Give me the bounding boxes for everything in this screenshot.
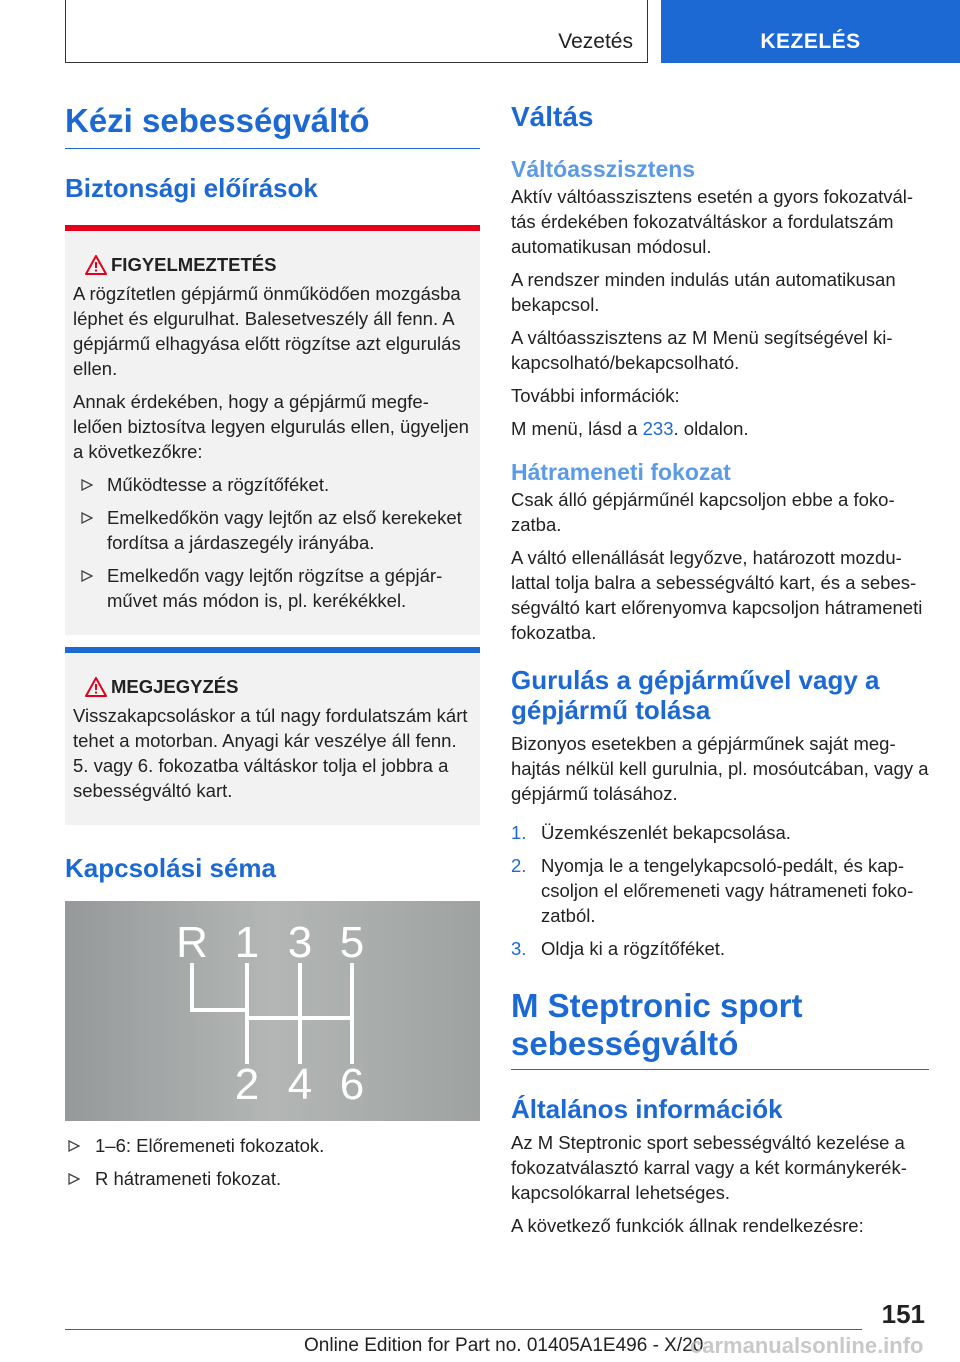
page-number: 151 (881, 1299, 925, 1329)
bullet-triangle-icon (81, 570, 93, 582)
shift-pattern-image (65, 901, 480, 1121)
assist-ref-pre: M menü, lásd a (511, 418, 643, 439)
assist-paragraph-1: Aktív váltóasszisztens esetén a gyors fokozatváltás érdekében fokozatváltáskor a fordulatszám automatikusan módosul. (511, 186, 914, 257)
note-head (73, 675, 472, 699)
page-reference-link[interactable]: 233 (642, 418, 674, 439)
note-label: MEGJEGYZÉS (111, 676, 239, 697)
steptronic-block (511, 987, 929, 1070)
title-block (65, 100, 480, 149)
list-item-text: 1–6: Előremeneti fokozatok. (95, 1135, 325, 1156)
bullet-triangle-icon (68, 1140, 80, 1152)
page-title: Kézi sebességváltó (65, 102, 370, 139)
header-chapter-label: KEZELÉS (760, 30, 861, 53)
step-text: Üzemkészenlét bekapcsolása. (541, 822, 791, 843)
list-item-text: Emelkedőkön vagy lejtőn az első kerekeket fordítsa a járdaszegély irányába. (107, 507, 462, 553)
header-chapter-tab (661, 0, 960, 63)
shifting-heading: Váltás (511, 101, 594, 132)
footer-edition: Online Edition for Part no. 01405A1E496 - X/20 (304, 1335, 704, 1356)
list-item-text: Működtesse a rögzítőféket. (107, 474, 330, 495)
general-heading: Általános információk (511, 1094, 783, 1124)
warning-box (65, 225, 480, 635)
list-item-text: R hátrameneti fokozat. (95, 1168, 282, 1189)
list-item (511, 853, 929, 928)
step-number: 1. (511, 822, 527, 843)
list-item-text: Emelkedőn vagy lejtőn rögzítse a gépjárművet más módon is, pl. kerékékkel. (107, 565, 443, 611)
assist-paragraph-4: További információk: (511, 385, 680, 406)
list-item (65, 1166, 480, 1191)
scheme-list (65, 1133, 480, 1191)
gear-3-label: 3 (287, 918, 313, 967)
reverse-heading: Hátrameneti fokozat (511, 459, 731, 485)
list-item (73, 505, 472, 555)
right-column (511, 100, 929, 1246)
assist-ref-post: . oldalon. (673, 418, 749, 439)
header-section-tab (65, 0, 648, 63)
warning-triangle-icon (79, 677, 113, 697)
warning-label: FIGYELMEZTETÉS (111, 254, 277, 275)
scheme-heading: Kapcsolási séma (65, 853, 277, 883)
gear-6-label: 6 (339, 1060, 365, 1109)
gear-2-label: 2 (234, 1060, 260, 1109)
warning-paragraph-1: A rögzítetlen gépjármű önműködően mozgásba léphet és elgurulhat. Balesetveszély áll fenn. A gépjármű elhagyása előtt rögzítse azt elgurulás ellen. (73, 283, 461, 379)
general-paragraph-1: Az M Steptronic sport sebességváltó kezelése a fokozatválasztó karral vagy a két kormánykerékkapcsolókarral lehetséges. (511, 1132, 907, 1203)
reverse-paragraph-2: A váltó ellenállását legyőzve, határozott mozdulattal tolja balra a sebességváltó kart, és a sebességváltó kart előrenyomva kapcsoljon hátrameneti fokozatba. (511, 547, 923, 643)
step-number: 2. (511, 855, 527, 876)
gear-1-label: 1 (234, 918, 260, 967)
watermark: carmanualsonline.info (690, 1333, 924, 1358)
gear-5-label: 5 (339, 918, 365, 967)
safety-heading: Biztonsági előírások (65, 173, 318, 203)
left-column (65, 100, 480, 1199)
rolling-heading: Gurulás a gépjárművel vagy a gépjármű tolása (511, 665, 880, 725)
steptronic-heading: M Steptronic sport sebességváltó (511, 987, 803, 1062)
list-item (511, 820, 929, 845)
warning-triangle-icon (79, 255, 113, 275)
warning-list (73, 472, 472, 613)
assist-heading: Váltóasszisztens (511, 156, 696, 182)
assist-reference (511, 416, 929, 441)
bullet-triangle-icon (68, 1173, 80, 1185)
header-section-label: Vezetés (558, 30, 633, 53)
list-item (73, 472, 472, 497)
general-paragraph-2: A következő funkciók állnak rendelkezésre: (511, 1215, 864, 1236)
rolling-steps (511, 820, 929, 961)
warning-paragraph-2: Annak érdekében, hogy a gépjármű megfelelően biztosítva legyen elgurulás ellen, ügyeljen a következőkre: (73, 391, 469, 462)
warning-head (73, 253, 472, 277)
reverse-paragraph-1: Csak álló gépjárműnél kapcsoljon ebbe a fokozatba. (511, 489, 895, 535)
list-item (73, 563, 472, 613)
step-text: Oldja ki a rögzítőféket. (541, 938, 726, 959)
step-text: Nyomja le a tengelykapcsoló-pedált, és kapcsoljon el előremeneti vagy hátrameneti fokozatból. (541, 855, 914, 926)
assist-paragraph-2: A rendszer minden indulás után automatikusan bekapcsol. (511, 269, 896, 315)
assist-paragraph-3: A váltóasszisztens az M Menü segítségével kikapcsolható/bekapcsolható. (511, 327, 893, 373)
bullet-triangle-icon (81, 479, 93, 491)
note-box (65, 647, 480, 825)
gear-r-label: R (176, 918, 208, 967)
gear-4-label: 4 (287, 1060, 313, 1109)
footer-divider (65, 1329, 862, 1330)
note-paragraph: Visszakapcsoláskor a túl nagy fordulatszám kárt tehet a motorban. Anyagi kár veszélye áll fenn. 5. vagy 6. fokozatba váltáskor tolja el jobbra a sebességváltó kart. (73, 705, 468, 801)
step-number: 3. (511, 938, 527, 959)
bullet-triangle-icon (81, 512, 93, 524)
list-item (511, 936, 929, 961)
rolling-paragraph: Bizonyos esetekben a gépjárműnek saját meghajtás nélkül kell gurulnia, pl. mosóutcában, vagy a gépjármű tolásához. (511, 733, 929, 804)
list-item (65, 1133, 480, 1158)
